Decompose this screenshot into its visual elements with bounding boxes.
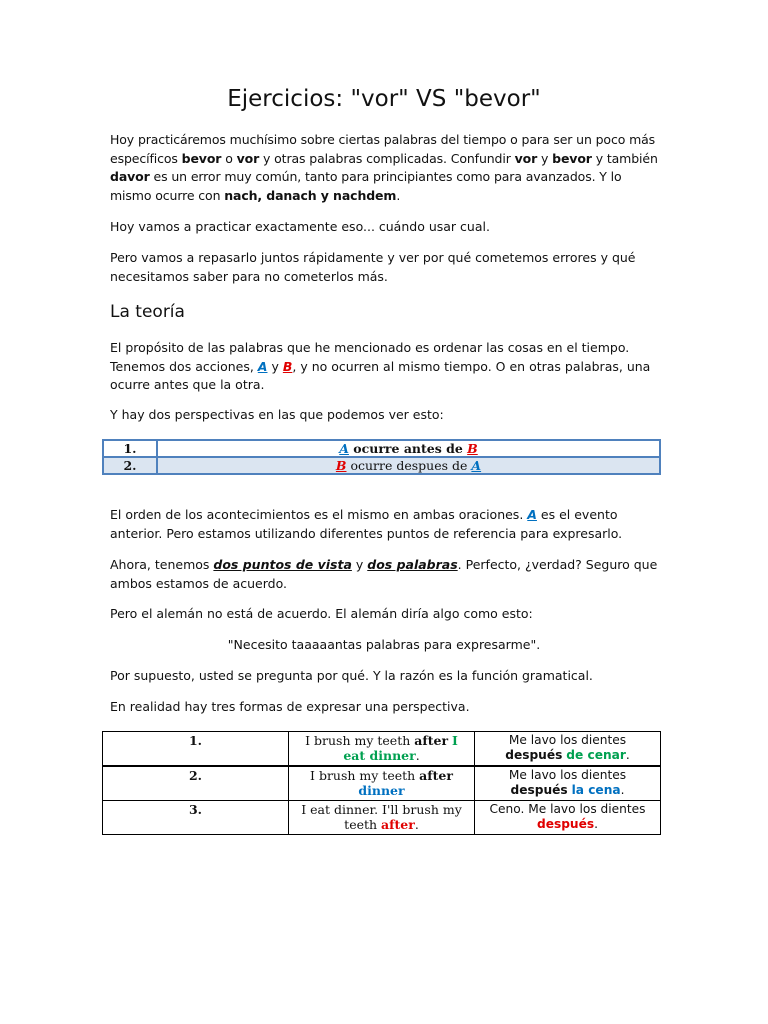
keyword-davor: davor: [110, 169, 150, 184]
underlined-phrase: dos puntos de vista: [213, 557, 352, 572]
spanish-example: [475, 732, 661, 767]
theory-heading: La teoría: [110, 302, 185, 322]
text: y: [537, 150, 553, 166]
text: , y no ocurren al mismo tiempo. O en otras palabras, una ocurre antes que la otra.: [110, 358, 651, 392]
text: ocurre despues de: [346, 458, 472, 473]
row-text: [157, 457, 660, 474]
text: .: [594, 817, 599, 831]
letter-b: B: [282, 358, 293, 374]
keyword: after: [419, 768, 453, 783]
highlight-blue: dinner: [358, 783, 405, 798]
text: .: [414, 817, 419, 832]
english-example: [289, 801, 475, 835]
theory-paragraph-5: Pero el alemán no está de acuerdo. El alemán diría algo como esto:: [110, 606, 533, 621]
theory-paragraph-6: Por supuesto, usted se pregunta por qué. Y la razón es la función gramatical.: [110, 668, 593, 683]
text: El propósito de las palabras que he mencionado es ordenar las cosas en el tiempo. Tenemos dos acciones,: [110, 340, 630, 374]
table-row: [103, 732, 661, 767]
page-title: Ejercicios: "vor" VS "bevor": [227, 86, 541, 112]
letter-b: B: [467, 441, 478, 456]
highlight-blue: la cena: [571, 783, 621, 797]
theory-paragraph-1: [110, 339, 658, 395]
text: Ceno. Me lavo los dientes: [489, 802, 646, 816]
english-example: [289, 732, 475, 767]
letter-a: A: [257, 358, 268, 374]
row-number: 3.: [103, 801, 289, 835]
theory-paragraph-7: En realidad hay tres formas de expresar una perspectiva.: [110, 699, 470, 714]
text: .: [620, 783, 625, 797]
spanish-example: [475, 766, 661, 801]
text: .: [396, 187, 401, 203]
row-number: 2.: [103, 457, 157, 474]
text: ocurre antes de: [348, 441, 468, 456]
english-example: [289, 766, 475, 801]
letter-a: A: [339, 441, 349, 456]
theory-paragraph-2: Y hay dos perspectivas en las que podemos ver esto:: [110, 407, 444, 422]
spanish-example: [475, 801, 661, 835]
text: I eat dinner. I'll brush my teeth: [301, 802, 462, 832]
highlight-red: después: [536, 817, 595, 831]
intro-paragraph-2: Hoy vamos a practicar exactamente eso... cuándo usar cual.: [110, 219, 490, 234]
text: .: [415, 748, 420, 763]
highlight-red: after: [381, 817, 415, 832]
underlined-phrase: dos palabras: [367, 557, 458, 572]
letter-a: A: [527, 507, 537, 522]
text: y: [351, 557, 368, 572]
text: I brush my teeth: [310, 768, 420, 783]
text: es el evento anterior. Pero estamos utilizando diferentes puntos de referencia para expresarlo.: [110, 507, 623, 541]
text: y: [267, 358, 283, 374]
text: y otras palabras complicadas. Confundir: [259, 150, 515, 166]
keyword: después: [510, 783, 568, 797]
keyword: después: [505, 748, 563, 762]
text: . Perfecto, ¿verdad? Seguro que ambos estamos de acuerdo.: [110, 557, 658, 591]
keyword-nach-group: nach, danach y nachdem: [224, 187, 397, 203]
row-text: [157, 440, 660, 457]
theory-paragraph-4: [110, 556, 658, 593]
text: es un error muy común, tanto para principiantes como para avanzados. Y lo mismo ocurre con: [110, 169, 622, 203]
text: El orden de los acontecimientos es el mismo en ambas oraciones.: [110, 507, 528, 522]
letter-a: A: [471, 458, 482, 473]
row-number: 2.: [103, 766, 289, 801]
examples-table: [102, 731, 661, 835]
quote: "Necesito taaaaantas palabras para expresarme".: [227, 637, 541, 652]
text: Me lavo los dientes: [508, 768, 627, 782]
text: Hoy practicáremos muchísimo sobre ciertas palabras del tiempo o para ser un poco más específicos: [110, 132, 656, 166]
text: Me lavo los dientes: [508, 733, 627, 747]
keyword-vor: vor: [236, 150, 260, 166]
highlight-green: I eat dinner: [343, 733, 458, 763]
text: y también: [591, 150, 658, 166]
row-number: 1.: [103, 732, 289, 767]
keyword: after: [414, 733, 449, 748]
keyword-bevor: bevor: [181, 150, 222, 166]
text: o: [221, 150, 237, 166]
perspectives-table: [102, 439, 661, 475]
text: .: [625, 748, 630, 762]
table-row: [103, 801, 661, 835]
table-row: [103, 457, 660, 474]
row-number: 1.: [103, 440, 157, 457]
keyword-bevor: bevor: [552, 150, 592, 166]
theory-paragraph-3: [110, 506, 658, 543]
keyword-vor: vor: [514, 150, 538, 166]
highlight-green: de cenar: [566, 748, 626, 762]
table-row: [103, 440, 660, 457]
intro-paragraph-1: [110, 131, 658, 205]
text: Ahora, tenemos: [110, 557, 214, 572]
text: I brush my teeth: [305, 733, 415, 748]
letter-b: B: [335, 458, 347, 473]
table-row: [103, 766, 661, 801]
intro-paragraph-3: Pero vamos a repasarlo juntos rápidamente y ver por qué cometemos errores y qué necesitamos saber para no cometerlos más.: [110, 250, 636, 284]
